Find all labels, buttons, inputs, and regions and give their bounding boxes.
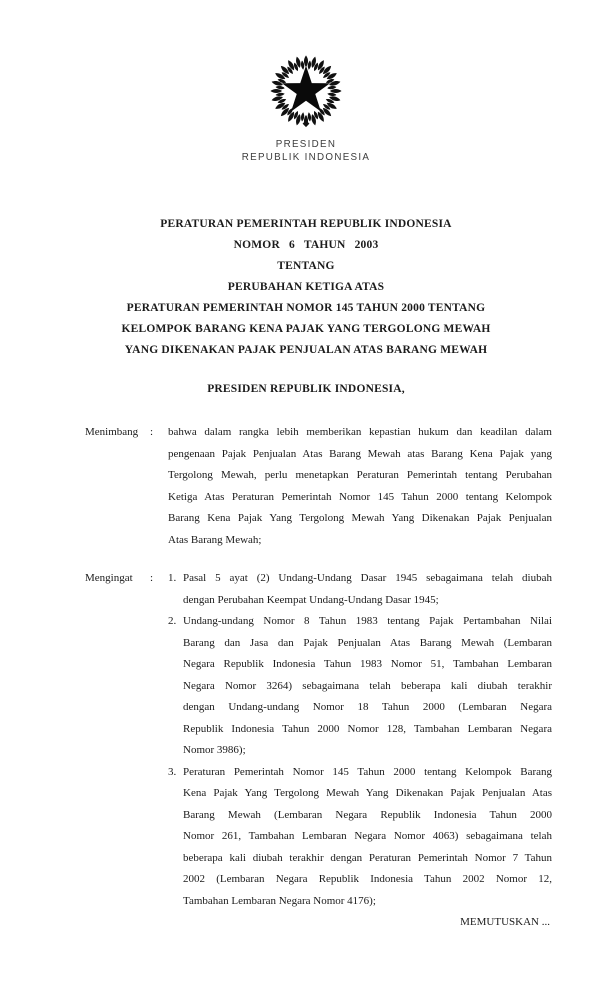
mengingat-colon: : [149,572,153,584]
text-line: NOMOR 6 TAHUN 2003 [233,239,379,251]
text-line: dengan Perubahan Keempat Undang-Undang Dasar 1945; [183,593,439,606]
mengingat-item-2-text [183,611,552,762]
text-line: Ketiga Atas Peraturan Pemerintah Nomor 145 Tahun 2000 tentang Kelompok [168,490,552,503]
text-line: Peraturan Pemerintah Nomor 145 Tahun 2000 tentang Kelompok Barang [183,765,552,778]
text-line: beberapa kali diubah terakhir dengan Peraturan Pemerintah Nomor 7 Tahun [183,851,552,864]
text-line: dengan Undang-undang Nomor 18 Tahun 2000 (Lembaran Negara [183,701,552,713]
text-line: PERATURAN PEMERINTAH REPUBLIK INDONESIA [160,218,452,230]
text-line: KELOMPOK BARANG KENA PAJAK YANG TERGOLONG MEWAH [121,323,491,335]
text-line: Barang Kena Pajak Yang Tergolong Mewah Yang Dikenakan Pajak Penjualan [168,512,552,524]
mengingat-item-1 [168,568,552,611]
mengingat-item-3 [168,762,552,913]
mengingat-item-3-text [183,762,552,913]
text-line: TENTANG [277,260,335,272]
mengingat-item-2-number: 2. [168,615,177,627]
text-line: YANG DIKENAKAN PAJAK PENJUALAN ATAS BARANG MEWAH [124,344,488,356]
text-line: Nomor 261, Tambahan Lembaran Negara Nomor 4063) sebagaimana telah [183,830,552,842]
presidential-emblem-icon [267,52,345,130]
mengingat-item-1-number: 1. [168,572,177,584]
menimbang-section [0,422,612,551]
text-line: Kena Pajak Yang Tergolong Mewah Yang Dikenakan Pajak Penjualan Atas [183,787,552,799]
text-line: Undang-undang Nomor 8 Tahun 1983 tentang Pajak Pertambahan Nilai [183,615,552,627]
text-line: Pasal 5 ayat (2) Undang-Undang Dasar 1945 sebagaimana telah diubah [183,572,552,584]
menimbang-label [85,422,153,551]
regulation-title [0,214,612,361]
text-line: Nomor 3986); [183,744,246,756]
mengingat-item-2 [168,611,552,762]
text-line: Negara Nomor 3264) sebagaimana telah beberapa kali diubah terakhir [183,679,552,692]
star-icon [282,66,330,112]
text-line: Republik Indonesia Tahun 2000 Nomor 128, Tambahan Lembaran Negara [183,722,552,735]
text-line: Barang dan Jasa dan Pajak Penjualan Atas Barang Mewah (Lembaran [183,636,552,649]
text-line: bahwa dalam rangka lebih memberikan kepastian hukum dan keadilan dalam [168,426,552,438]
text-line: Tergolong Mewah, perlu menetapkan Peraturan Pemerintah tentang Perubahan [168,469,552,481]
mengingat-section [0,568,612,912]
issuer-heading: PRESIDEN REPUBLIK INDONESIA, [207,383,405,395]
letterhead [0,0,612,164]
text-line: Atas Barang Mewah; [168,533,262,546]
text-line: Negara Republik Indonesia Tahun 1983 Nomor 51, Tambahan Lembaran [183,658,552,670]
letterhead-caption-line1: PRESIDEN [275,139,337,150]
text-line: pengenaan Pajak Penjualan Atas Barang Mewah atas Barang Kena Pajak yang [168,447,552,460]
text-line: PERUBAHAN KETIGA ATAS [227,281,385,293]
menimbang-body [168,422,552,551]
letterhead-caption [0,139,612,164]
mengingat-label [85,568,153,912]
text-line: Barang Mewah (Lembaran Negara Republik Indonesia Tahun 2000 [183,808,552,821]
mengingat-item-3-number: 3. [168,765,177,778]
text-line: 2002 (Lembaran Negara Republik Indonesia Tahun 2002 Nomor 12, [183,873,552,885]
text-line: Tambahan Lembaran Negara Nomor 4176); [183,894,376,907]
mengingat-label-text: Mengingat [85,572,133,584]
wreath-bow [303,120,310,127]
text-line: PERATURAN PEMERINTAH NOMOR 145 TAHUN 2000 TENTANG [126,302,486,314]
menimbang-label-text: Menimbang [85,426,139,438]
mengingat-item-1-text [183,568,552,611]
memutuskan-line: MEMUTUSKAN ... [460,916,550,928]
letterhead-caption-line2: REPUBLIK INDONESIA [241,151,371,163]
mengingat-body [168,568,552,912]
menimbang-colon: : [149,426,153,438]
